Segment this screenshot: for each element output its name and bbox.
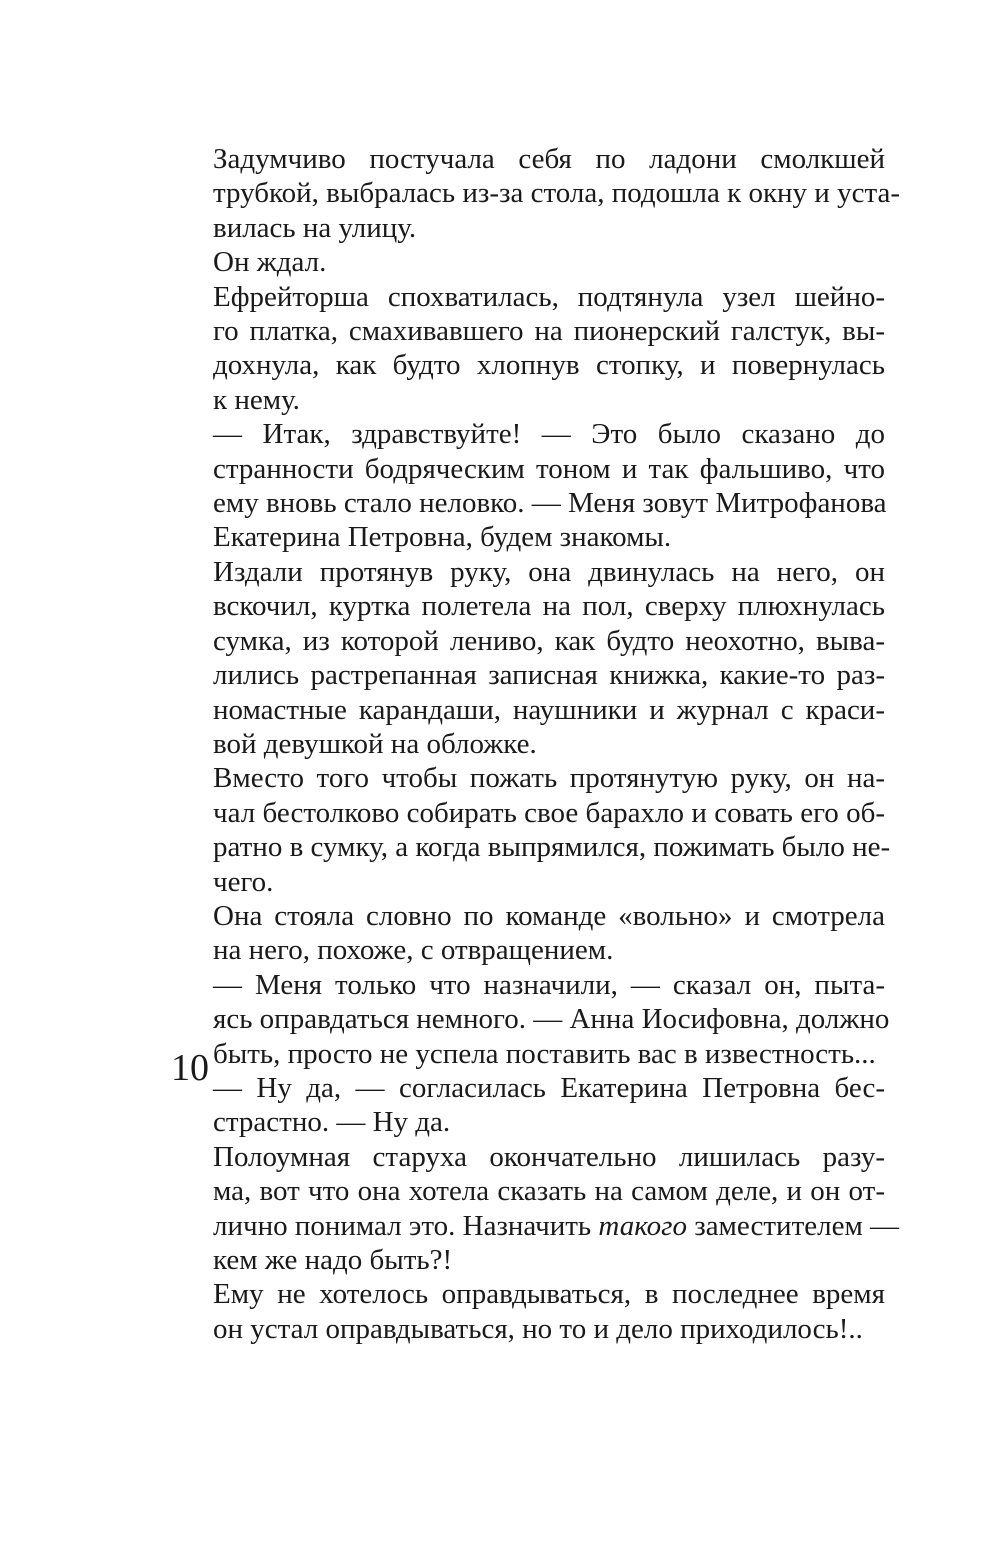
text-line: номастные карандаши, наушники и журнал с краси- [213, 693, 885, 726]
paragraph [171, 280, 885, 418]
text-segment: заместителем — [686, 1209, 900, 1242]
paragraph [171, 555, 885, 761]
text-line: Вместо того чтобы пожать протянутую руку, он на- [213, 762, 885, 795]
paragraph [171, 968, 890, 1071]
text-line: на него, похоже, с отвращением. [213, 934, 614, 967]
page-number: 10 [171, 1047, 209, 1089]
paragraph [171, 1140, 900, 1278]
text-line: Он ждал. [213, 246, 327, 279]
emphasized-word: такого [598, 1209, 687, 1242]
paragraph [171, 1277, 885, 1346]
text-line: к нему. [213, 383, 300, 416]
text-line: лились растрепанная записная книжка, какие-то раз- [213, 659, 885, 692]
text-line-with-emphasis [171, 1209, 900, 1243]
text-line: ратно в сумку, а когда выпрямился, пожимать было не- [213, 831, 891, 864]
text-line: странности бодряческим тоном и так фальшиво, что [213, 452, 885, 485]
text-line: трубкой, выбралась из-за стола, подошла к окну и уста- [213, 177, 900, 210]
paragraph [171, 142, 900, 245]
text-line: го платка, смахивавшего на пионерский галстук, вы- [213, 315, 885, 348]
text-line: Екатерина Петровна, будем знакомы. [213, 521, 672, 554]
paragraph [171, 245, 885, 279]
text-line: быть, просто не успела поставить вас в известность... [213, 1037, 876, 1070]
text-line: — Меня только что назначили, — сказал он, пыта- [213, 968, 885, 1001]
text-line: страстно. — Ну да. [213, 1106, 451, 1139]
text-line: дохнула, как будто хлопнув стопку, и повернулась [213, 349, 885, 382]
text-segment: лично понимал это. Назначить [213, 1209, 599, 1242]
text-line: Полоумная старуха окончательно лишилась разу- [213, 1140, 885, 1173]
text-line: чего. [213, 865, 274, 898]
text-line: Она стояла словно по команде «вольно» и смотрела [213, 899, 885, 932]
text-line: сумка, из которой лениво, как будто неохотно, выва- [213, 624, 885, 657]
paragraph [171, 1071, 885, 1140]
text-line: ясь оправдаться немного. — Анна Иосифовна, должно [213, 1003, 890, 1036]
text-line: он устал оправдываться, но то и дело приходилось!.. [213, 1312, 863, 1345]
text-line: — Ну да, — согласилась Екатерина Петровна бес- [213, 1071, 885, 1104]
text-line: ма, вот что она хотела сказать на самом деле, и он от- [213, 1175, 885, 1208]
text-line: Ефрейторша спохватилась, подтянула узел шейно- [213, 280, 885, 313]
text-line: Задумчиво постучала себя по ладони смолкшей [213, 143, 885, 175]
paragraph [171, 761, 891, 899]
text-line: вскочил, куртка полетела на пол, сверху плюхнулась [213, 590, 885, 623]
text-line: вилась на улицу. [213, 211, 417, 244]
text-line: ему вновь стало неловко. — Меня зовут Митрофанова [213, 487, 887, 520]
body-text [171, 142, 900, 1346]
text-line: — Итак, здравствуйте! — Это было сказано до [213, 418, 885, 451]
paragraph [171, 417, 885, 555]
text-line: Издали протянув руку, она двинулась на него, он [213, 555, 885, 588]
text-line: кем же надо быть?! [213, 1244, 453, 1276]
text-line: Ему не хотелось оправдываться, в последнее время [213, 1278, 885, 1311]
text-line: чал бестолково собирать свое барахло и совать его об- [213, 796, 885, 829]
paragraph [171, 899, 885, 968]
text-line: вой девушкой на обложке. [213, 727, 537, 760]
